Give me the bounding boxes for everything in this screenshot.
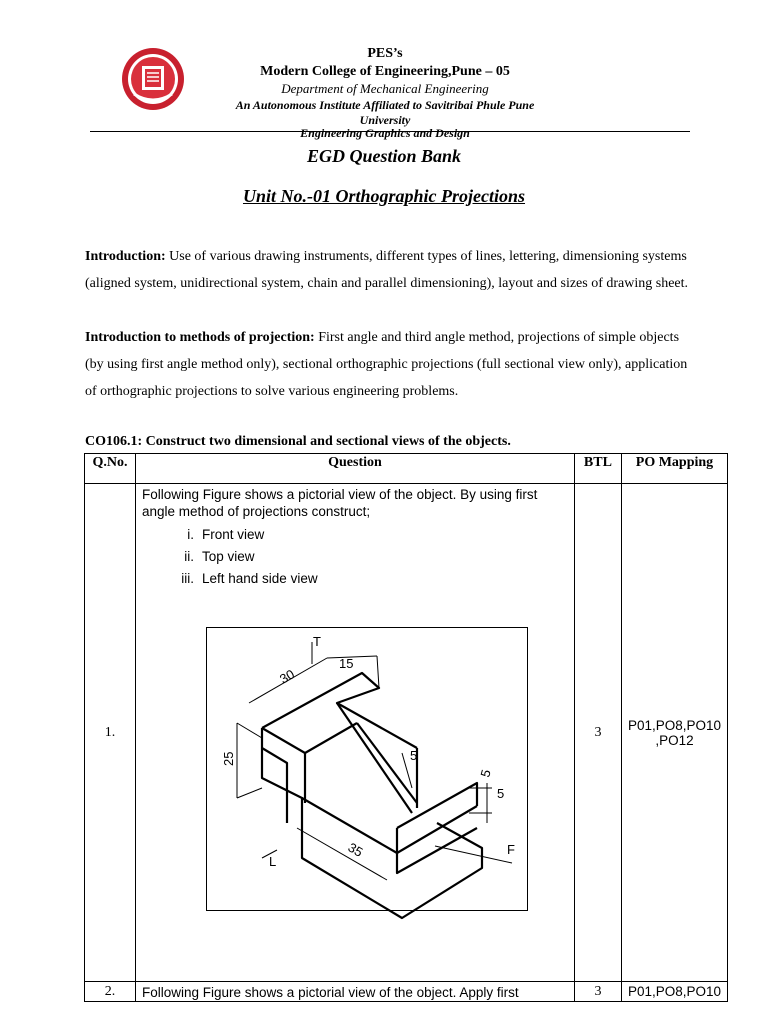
table-header-row (85, 454, 728, 484)
col-header-qno: Q.No. (85, 454, 136, 484)
col-header-po: PO Mapping (621, 454, 727, 484)
table-row (85, 484, 728, 982)
dim-5-edge: 5 (477, 767, 494, 779)
intro-paragraph (85, 243, 695, 297)
label-left: L (269, 854, 277, 869)
dim-25: 25 (221, 751, 236, 766)
btl-cell: 3 (574, 484, 621, 982)
col-header-question: Question (136, 454, 575, 484)
header-affiliation-university: University (359, 113, 411, 127)
table-row (85, 982, 728, 1002)
qno-cell: 2. (85, 982, 136, 1002)
doc-title: EGD Question Bank (306, 146, 462, 166)
intro-label: Introduction: (85, 249, 166, 264)
dim-30: 30 (277, 666, 298, 687)
header-department: Department of Mechanical Engineering (281, 81, 489, 96)
projection-text: First angle and third angle method, projections of simple objects (by using first angle method only), sectional orthographic projections (full sectional view only), application of orthographic projections to solve various engineering problems. (85, 330, 688, 399)
question-cell: Following Figure shows a pictorial view of the object. Apply first (136, 982, 575, 1002)
list-item-num: iii. (181, 571, 194, 586)
course-outcome: CO106.1: Construct two dimensional and sectional views of the objects. (85, 434, 511, 449)
projection-paragraph (85, 324, 695, 405)
dim-15: 15 (339, 656, 354, 671)
question-table (84, 453, 728, 1002)
po-mapping-cell: P01,PO8,PO10 ,PO12 (621, 484, 727, 982)
college-logo (120, 46, 186, 112)
dim-5-slot: 5 (410, 748, 418, 763)
po-mapping-cell: P01,PO8,PO10 (621, 982, 727, 1002)
list-item-num: i. (187, 527, 194, 542)
projection-label: Introduction to methods of projection: (85, 330, 315, 345)
dim-5-base: 5 (497, 786, 505, 801)
header-pes: PES’s (367, 46, 403, 61)
header-college-name: Modern College of Engineering,Pune – 05 (260, 64, 510, 79)
col-header-btl: BTL (574, 454, 621, 484)
qno-cell: 1. (85, 484, 136, 982)
list-item-text: Front view (202, 527, 265, 542)
header-divider (90, 131, 690, 132)
header-affiliation: An Autonomous Institute Affiliated to Savitribai Phule Pune (235, 98, 535, 112)
intro-text: Use of various drawing instruments, different types of lines, lettering, dimensioning systems (aligned system, unidirectional system, chain and parallel dimensioning), layout and sizes of drawing sheet. (85, 249, 689, 291)
list-item-text: Left hand side view (202, 571, 318, 586)
list-item-num: ii. (184, 549, 194, 564)
pictorial-figure (206, 627, 528, 911)
sub-question-list (142, 524, 568, 590)
label-front: F (507, 842, 515, 857)
btl-cell: 3 (574, 982, 621, 1002)
label-top: T (313, 634, 321, 649)
list-item (142, 524, 568, 546)
list-item (142, 568, 568, 590)
list-item (142, 546, 568, 568)
list-item-text: Top view (202, 549, 255, 564)
question-text: Following Figure shows a pictorial view of the object. By using first angle method of projections construct; (142, 487, 538, 519)
dim-35: 35 (345, 839, 366, 860)
question-cell (136, 484, 575, 982)
header-course-clipped: Engineering Graphics and Design (300, 126, 470, 140)
isometric-drawing (207, 628, 527, 910)
unit-title: Unit No.-01 Orthographic Projections (242, 186, 526, 206)
